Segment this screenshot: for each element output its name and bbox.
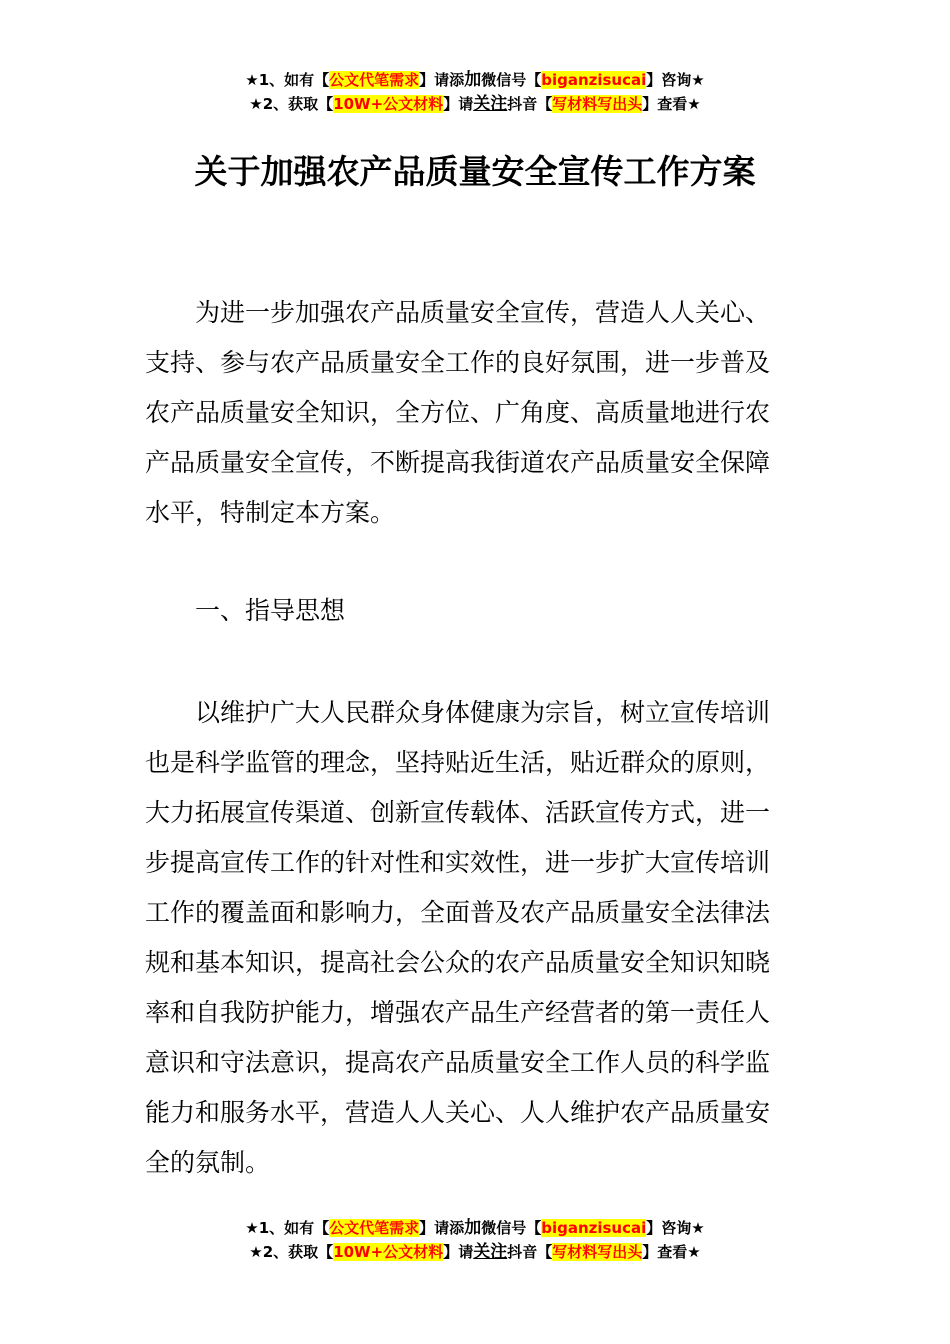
- footer-promo-banner: [0, 1216, 950, 1264]
- promo-text: 关注: [473, 1242, 508, 1262]
- header-promo-banner: [0, 68, 950, 116]
- promo-text: 】咨询★: [646, 71, 705, 89]
- promo-wechat-id: biganzisucai: [541, 71, 647, 89]
- section-heading-guiding-ideology: [145, 586, 810, 636]
- promo-text: ★2、获取【: [249, 1243, 334, 1261]
- intro-line: 为进一步加强农产品质量安全宣传，营造人人关心、: [145, 298, 771, 327]
- section1-line: 步提高宣传工作的针对性和实效性，进一步扩大宣传培训: [145, 848, 771, 877]
- promo-text: ★1、如有【: [245, 1219, 330, 1237]
- promo-wechat-id: biganzisucai: [541, 1219, 647, 1237]
- promo-highlight: 写材料写出头: [552, 95, 643, 113]
- promo-text: 关注: [473, 94, 508, 114]
- document-title: 关于加强农产品质量安全宣传工作方案: [194, 152, 756, 191]
- promo-text: 】咨询★: [646, 1219, 705, 1237]
- section1-line: 意识和守法意识，提高农产品质量安全工作人员的科学监: [145, 1048, 771, 1077]
- promo-highlight: 10W+公文材料: [333, 95, 444, 113]
- promo-highlight: 公文代笔需求: [329, 71, 420, 89]
- promo-line-1: [0, 1216, 950, 1240]
- promo-text: ★2、获取【: [249, 95, 334, 113]
- promo-text: 加: [464, 1218, 482, 1238]
- intro-line: 水平，特制定本方案。: [145, 498, 396, 527]
- promo-text: 】请: [443, 1243, 474, 1261]
- intro-line: 农产品质量安全知识，全方位、广角度、高质量地进行农: [145, 398, 771, 427]
- promo-line-1: [0, 68, 950, 92]
- section1-line: 大力拓展宣传渠道、创新宣传载体、活跃宣传方式，进一: [145, 798, 771, 827]
- promo-text: 】请添: [419, 1219, 465, 1237]
- section1-line: 以维护广大人民群众身体健康为宗旨，树立宣传培训: [145, 698, 771, 727]
- section-heading-text: 一、指导思想: [145, 596, 346, 625]
- section1-line: 工作的覆盖面和影响力，全面普及农产品质量安全法律法: [145, 898, 771, 927]
- intro-line: 支持、参与农产品质量安全工作的良好氛围，进一步普及: [145, 348, 771, 377]
- section1-line: 也是科学监管的理念，坚持贴近生活，贴近群众的原则，: [145, 748, 771, 777]
- section1-line: 全的氛制。: [145, 1148, 271, 1177]
- promo-text: 】查看★: [642, 95, 701, 113]
- section1-paragraph: [145, 688, 810, 1188]
- promo-text: 抖音【: [507, 95, 553, 113]
- promo-highlight: 10W+公文材料: [333, 1243, 444, 1261]
- promo-line-2: [0, 92, 950, 116]
- promo-line-2: [0, 1240, 950, 1264]
- section1-line: 能力和服务水平，营造人人关心、人人维护农产品质量安: [145, 1098, 771, 1127]
- intro-paragraph: [145, 288, 810, 538]
- section1-line: 规和基本知识，提高社会公众的农产品质量安全知识知晓: [145, 948, 771, 977]
- intro-line: 产品质量安全宣传，不断提高我街道农产品质量安全保障: [145, 448, 771, 477]
- promo-highlight: 写材料写出头: [552, 1243, 643, 1261]
- promo-text: 抖音【: [507, 1243, 553, 1261]
- promo-text: 加: [464, 70, 482, 90]
- promo-text: 微信号【: [481, 1219, 542, 1237]
- promo-text: 】查看★: [642, 1243, 701, 1261]
- promo-text: ★1、如有【: [245, 71, 330, 89]
- section1-line: 率和自我防护能力，增强农产品生产经营者的第一责任人: [145, 998, 771, 1027]
- promo-text: 】请: [443, 95, 474, 113]
- promo-text: 微信号【: [481, 71, 542, 89]
- promo-highlight: 公文代笔需求: [329, 1219, 420, 1237]
- promo-text: 】请添: [419, 71, 465, 89]
